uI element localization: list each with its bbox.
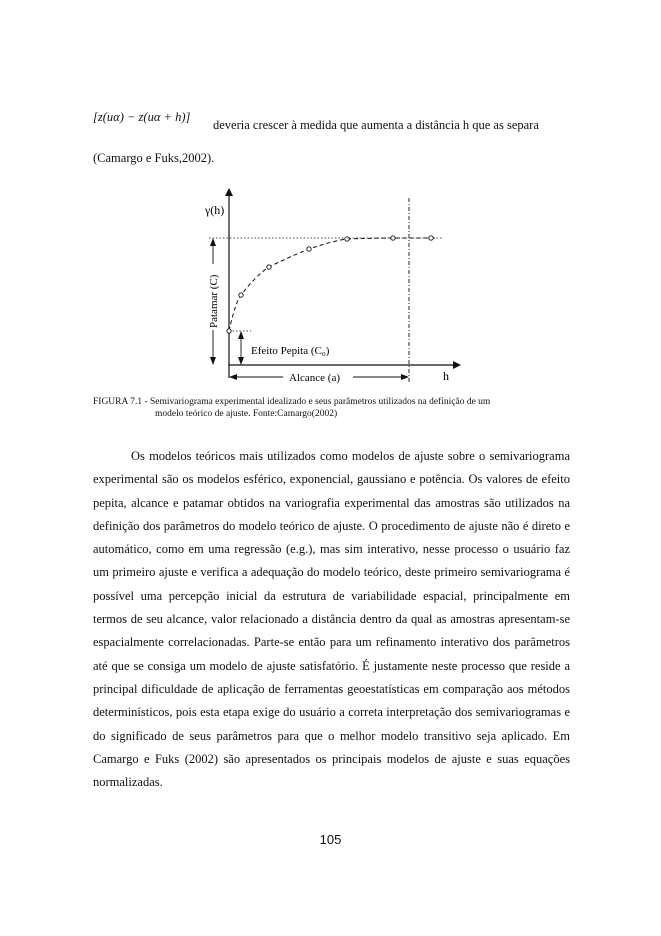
experimental-point [227, 329, 231, 333]
body-paragraph-container [93, 445, 570, 794]
experimental-point [239, 293, 243, 297]
range-label: Alcance (a) [289, 372, 340, 384]
sill-label: Patamar (C) [208, 274, 220, 328]
experimental-points [227, 236, 433, 333]
figure-caption [93, 396, 573, 420]
reference-line: (Camargo e Fuks,2002). [93, 151, 215, 165]
y-axis-symbol: γ(h) [205, 203, 225, 217]
nugget-label: Efeito Pepita (C₀) [251, 345, 330, 357]
caption-label: FIGURA 7.1 - [93, 397, 148, 407]
page-number: 105 [319, 832, 342, 847]
experimental-point [429, 236, 433, 240]
semivariogram-figure [185, 188, 465, 388]
x-axis-arrow [453, 361, 461, 369]
caption-text: Semivariograma experimental idealizado e seus parâmetros utilizados na definição de um [150, 397, 491, 407]
y-axis-arrow [225, 188, 233, 196]
body-paragraph: Os modelos teóricos mais utilizados como modelos de ajuste sobre o semivariograma experimental são os modelos esférico, exponencial, gaussiano e potência. Os valores de efeito pepita, alcance e patamar obtidos na variografia experimental das amostras são utilizados na definição dos parâmetros do modelo teórico de ajuste. O procedimento de ajuste não é direto e automático, como em uma regressão (e.g.), mas sim interativo, nesse processo o usuário faz um primeiro ajuste e verifica a adequação do modelo teórico, deste primeiro semivariograma é possível uma percepção inicial da estrutura de variabilidade espacial, principalmente em termos de seu alcance, valor relacionado a distância dentro da qual as amostras apresentam-se espacialmente correlacionadas. Parte-se então para um refinamento interativo dos parâmetros até que se consiga um modelo de ajuste satisfatório. É justamente neste processo que reside a principal dificuldade de aplicação de ferramentas geoestatísticas em comparação aos métodos determinísticos, pois esta etapa exige do usuário a correta interpretação dos semivariogramas e do significado de seus parâmetros para que o melhor modelo transitivo seja aplicado. Em Camargo e Fuks (2002) são apresentados os principais modelos de ajuste e suas equações normalizadas. [93, 449, 570, 790]
experimental-point [345, 237, 349, 241]
model-curve [229, 238, 435, 331]
experimental-point [267, 265, 271, 269]
intro-sentence: deveria crescer à medida que aumenta a distância h que as separa [213, 118, 539, 132]
caption-text-continued: modelo teórico de ajuste. Fonte:Camargo(2002) [155, 409, 338, 419]
experimental-point [307, 247, 311, 251]
experimental-point [391, 236, 395, 240]
intro-line [93, 110, 583, 140]
difference-formula: [z(uα) − z(uα + h)] [93, 110, 191, 124]
x-axis-symbol: h [443, 369, 449, 383]
